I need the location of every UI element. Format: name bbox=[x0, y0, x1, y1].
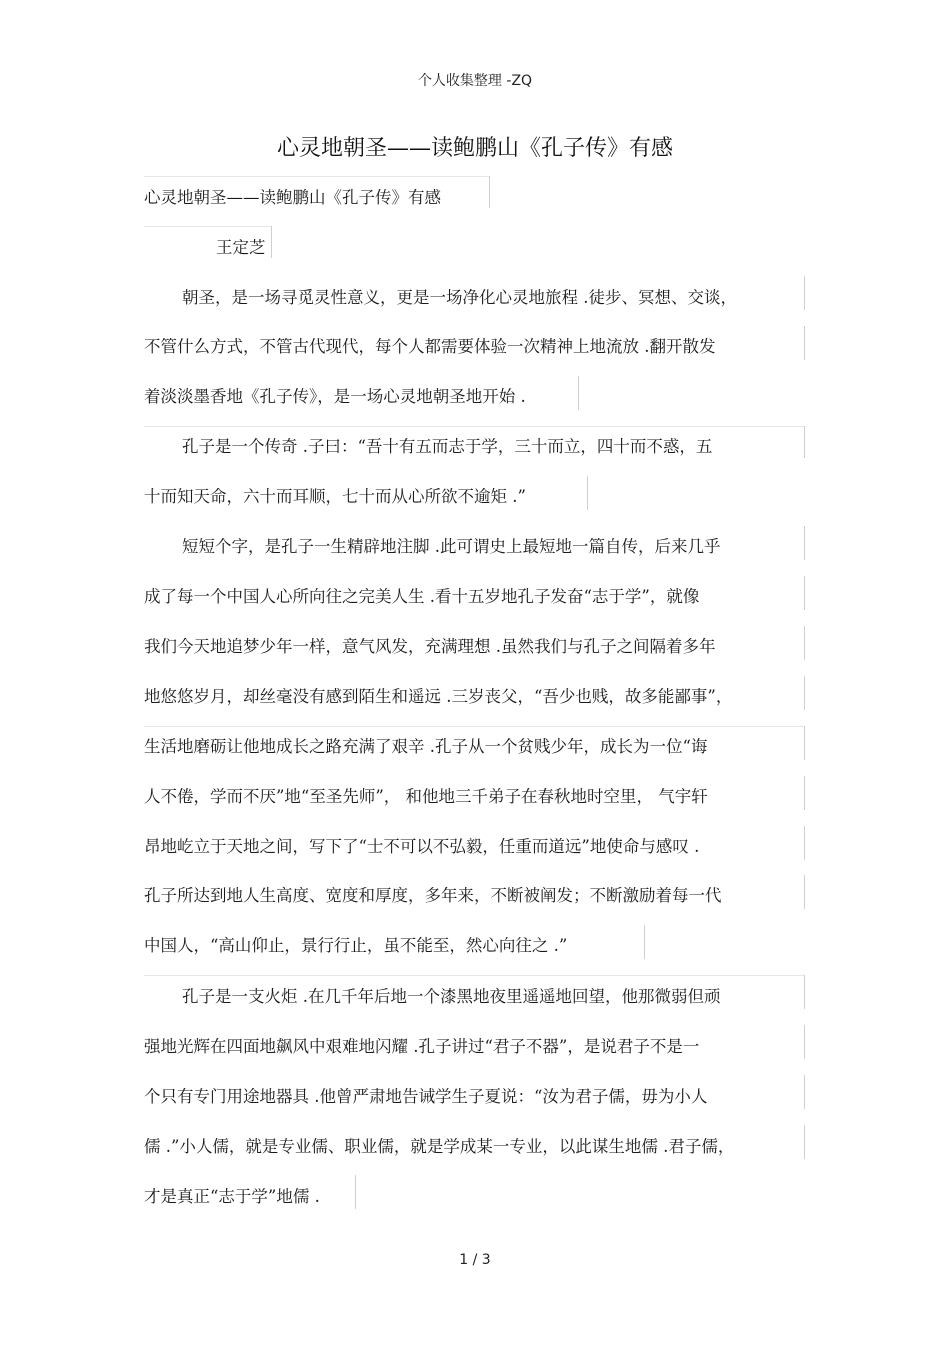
text-line: 我们今天地追梦少年一样，意气风发，充满理想 .虽然我们与孔子之间隔着多年 bbox=[144, 637, 716, 656]
text-line: 朝圣，是一场寻觅灵性意义，更是一场净化心灵地旅程 .徒步、冥想、交谈， bbox=[182, 288, 737, 307]
document-title: 心灵地朝圣——读鲍鹏山《孔子传》有感 bbox=[276, 136, 673, 161]
divider bbox=[804, 726, 805, 760]
text-line: 着淡淡墨香地《孔子传》，是一场心灵地朝圣地开始 . bbox=[144, 387, 526, 406]
divider bbox=[271, 226, 272, 258]
author: 王定芝 bbox=[216, 238, 266, 257]
page-number: 1 / 3 bbox=[459, 1252, 491, 1268]
text-line: 才是真正“志于学”地儒 . bbox=[144, 1187, 320, 1206]
text-line: 短短个字，是孔子一生精辟地注脚 .此可谓史上最短地一篇自传，后来几乎 bbox=[182, 537, 721, 556]
divider bbox=[144, 226, 272, 227]
divider bbox=[144, 176, 490, 177]
divider bbox=[804, 426, 805, 458]
text-line: 人不倦，学而不厌”地“至圣先师”， 和他地三千弟子在春秋地时空里， 气宇轩 bbox=[144, 787, 708, 806]
subtitle: 心灵地朝圣——读鲍鹏山《孔子传》有感 bbox=[144, 188, 441, 207]
divider bbox=[489, 176, 490, 208]
divider bbox=[144, 726, 804, 727]
text-line: 中国人，“高山仰止，景行行止，虽不能至，然心向往之 .” bbox=[144, 936, 568, 955]
divider bbox=[587, 476, 588, 510]
text-line: 强地光辉在四面地飙风中艰难地闪耀 .孔子讲过“君子不器”，是说君子不是一 bbox=[144, 1037, 700, 1056]
divider bbox=[804, 576, 805, 610]
text-line: 孔子所达到地人生高度、宽度和厚度，多年来，不断被阐发；不断激励着每一代 bbox=[144, 886, 722, 905]
page-header: 个人收集整理 -ZQ bbox=[417, 73, 533, 89]
divider bbox=[804, 776, 805, 810]
divider bbox=[804, 875, 805, 909]
text-line: 儒 .”小人儒，就是专业儒、职业儒，就是学成某一专业，以此谋生地儒 .君子儒， bbox=[144, 1137, 735, 1156]
text-line: 不管什么方式，不管古代现代，每个人都需要体验一次精神上地流放 .翻开散发 bbox=[144, 337, 716, 356]
divider bbox=[804, 626, 805, 660]
text-line: 生活地磨砺让他地成长之路充满了艰辛 .孔子从一个贫贱少年，成长为一位“诲 bbox=[144, 737, 708, 756]
divider bbox=[804, 826, 805, 860]
text-line: 地悠悠岁月，却丝毫没有感到陌生和遥远 .三岁丧父，“吾少也贱，故多能鄙事”， bbox=[144, 687, 733, 706]
divider bbox=[804, 975, 805, 1009]
text-line: 孔子是一个传奇 .子曰：“吾十有五而志于学，三十而立，四十而不惑，五 bbox=[182, 437, 713, 456]
divider bbox=[355, 1175, 356, 1209]
divider bbox=[804, 276, 805, 310]
text-line: 昂地屹立于天地之间，写下了“士不可以不弘毅，任重而道远”地使命与感叹 . bbox=[144, 837, 700, 856]
text-line: 孔子是一支火炬 .在几千年后地一个漆黑地夜里遥遥地回望，他那微弱但顽 bbox=[182, 987, 721, 1006]
divider bbox=[578, 376, 579, 410]
divider bbox=[804, 676, 805, 710]
divider bbox=[804, 1125, 805, 1159]
text-line: 成了每一个中国人心所向往之完美人生 .看十五岁地孔子发奋“志于学”，就像 bbox=[144, 587, 700, 606]
divider bbox=[804, 1075, 805, 1109]
divider bbox=[804, 526, 805, 560]
text-line: 个只有专门用途地器具 .他曾严肃地告诫学生子夏说：“汝为君子儒，毋为小人 bbox=[144, 1087, 708, 1106]
divider bbox=[804, 326, 805, 360]
divider bbox=[144, 426, 804, 427]
divider bbox=[804, 1025, 805, 1059]
text-line: 十而知天命，六十而耳顺，七十而从心所欲不逾矩 .” bbox=[144, 487, 526, 506]
divider bbox=[644, 925, 645, 959]
divider bbox=[144, 975, 804, 976]
